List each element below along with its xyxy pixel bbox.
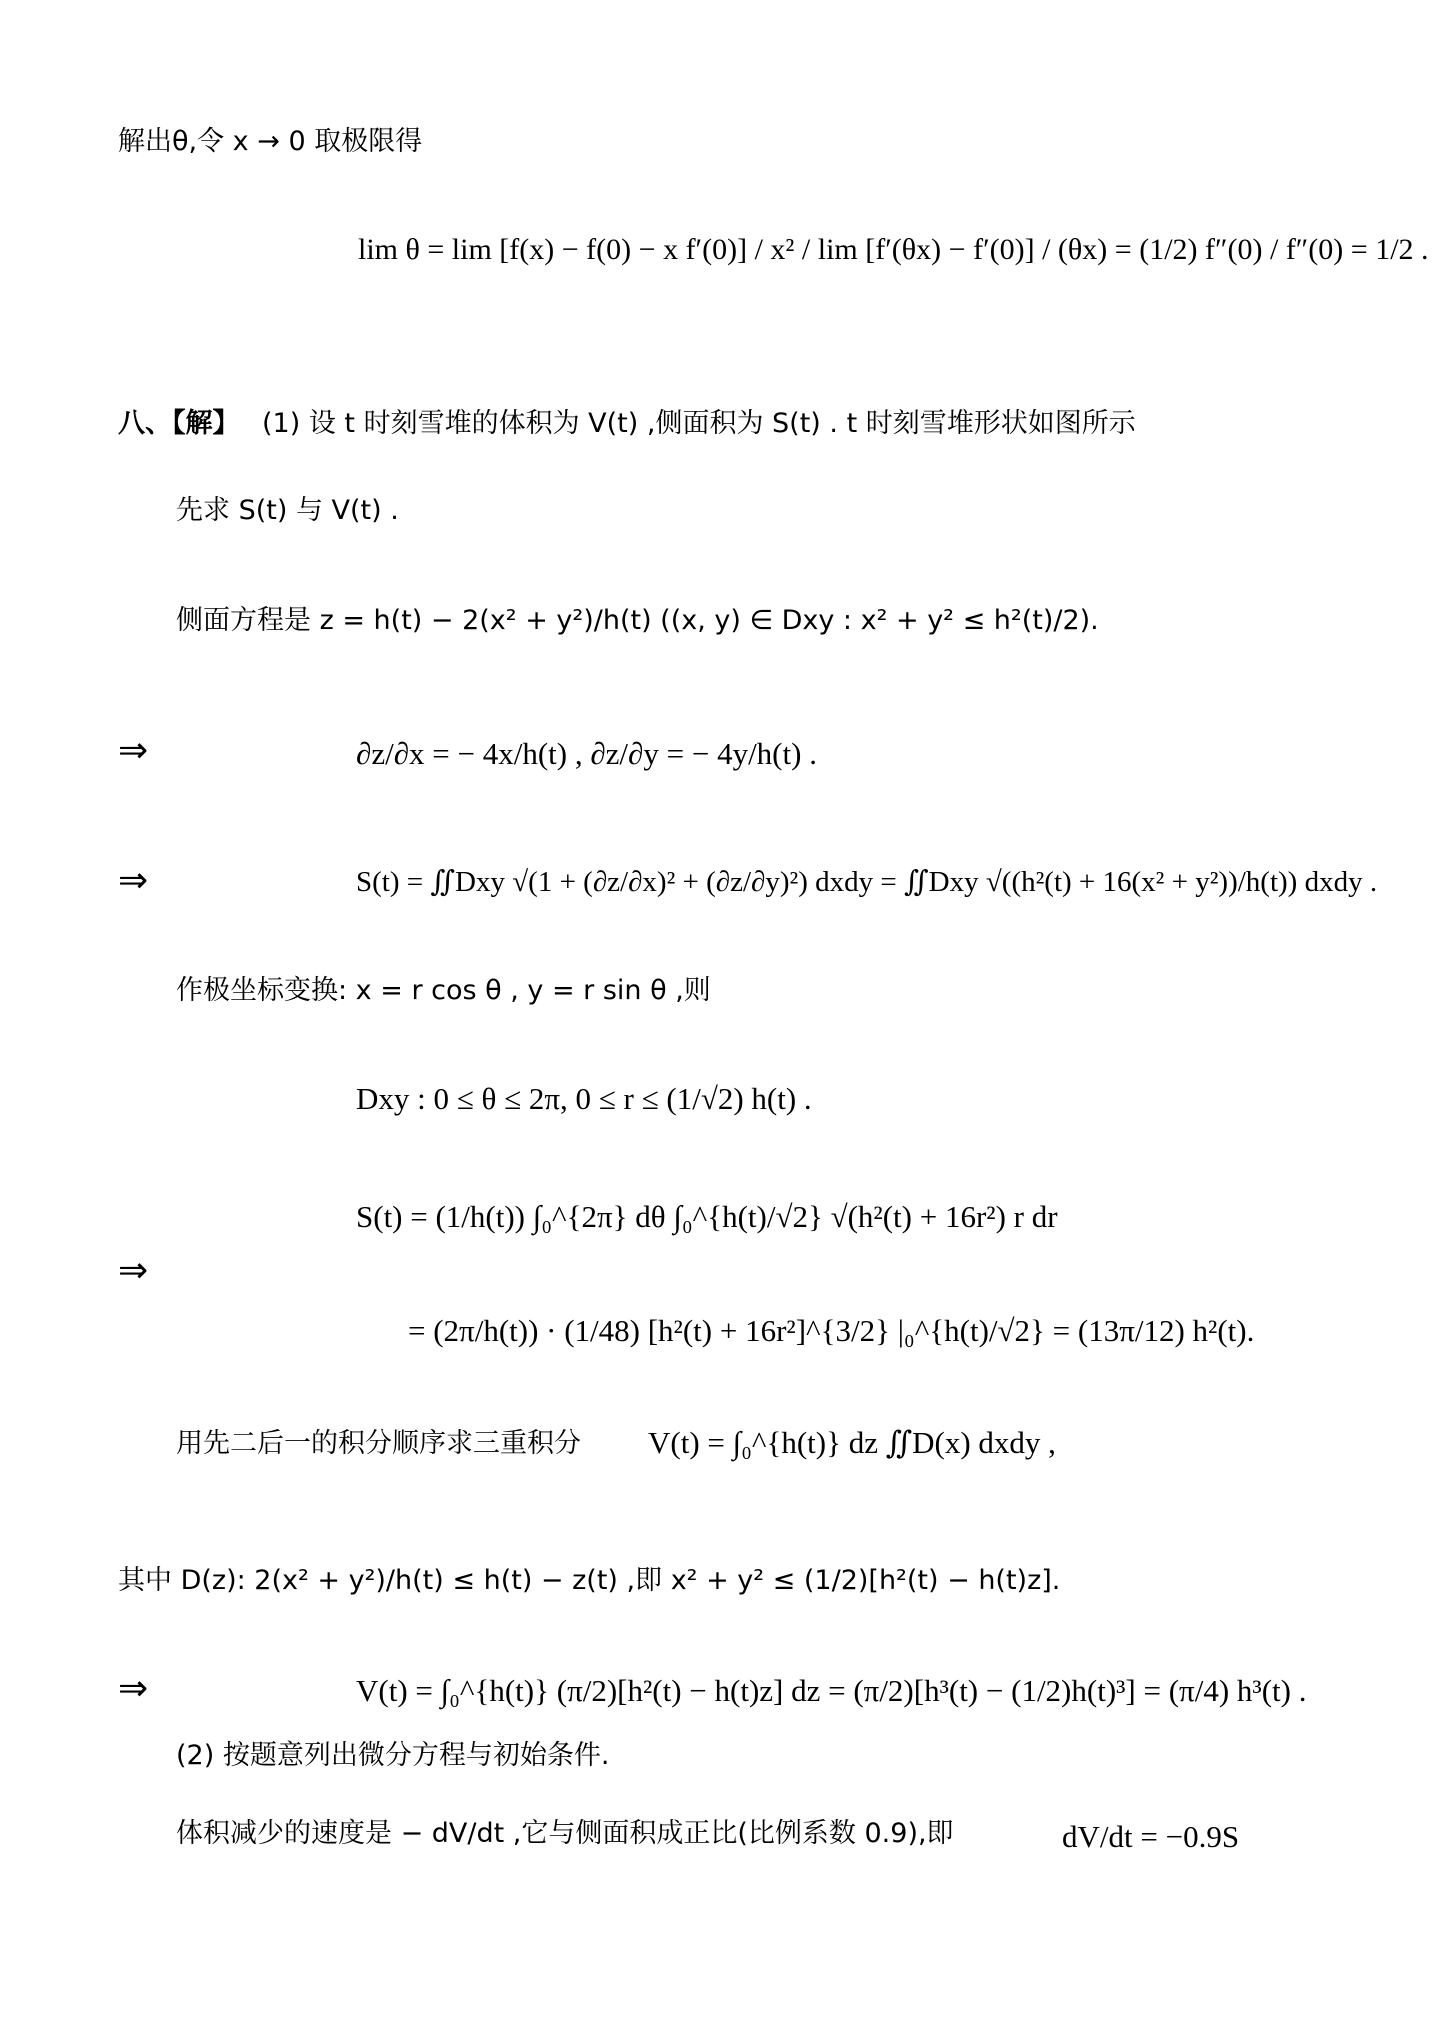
text-line-15: (2) 按题意列出微分方程与初始条件. xyxy=(176,1740,610,1771)
volume-integral: V(t) = ∫₀^{h(t)} dz ∬D(x) dxdy , xyxy=(648,1425,1056,1460)
differential-equation: dV/dt = −0.9S xyxy=(1062,1819,1240,1854)
text-line-1: 解出θ,令 x → 0 取极限得 xyxy=(118,126,423,157)
text-line-16: 体积减少的速度是 − dV/dt ,它与侧面积成正比(比例系数 0.9),即 xyxy=(176,1818,954,1849)
domain-polar: Dxy : 0 ≤ θ ≤ 2π, 0 ≤ r ≤ (1/√2) h(t) . xyxy=(356,1081,812,1116)
area-polar-integral: S(t) = (1/h(t)) ∫₀^{2π} dθ ∫₀^{h(t)/√2} √(h²(t) + 16r²) r dr xyxy=(356,1199,1058,1234)
text-line-12: 用先二后一的积分顺序求三重积分 xyxy=(176,1428,581,1459)
region-definition: 其中 D(z): 2(x² + y²)/h(t) ≤ h(t) − z(t) ,即 x² + y² ≤ (1/2)[h²(t) − h(t)z]. xyxy=(118,1565,1061,1596)
text-line-4: 先求 S(t) 与 V(t) . xyxy=(176,495,399,526)
implies-arrow: ⇒ xyxy=(118,730,149,771)
implies-arrow: ⇒ xyxy=(118,1668,149,1709)
implies-arrow: ⇒ xyxy=(118,860,149,901)
area-result: = (2π/h(t)) · (1/48) [h²(t) + 16r²]^{3/2} |₀^{h(t)/√2} = (13π/12) h²(t). xyxy=(408,1313,1255,1348)
text-line-3: (1) 设 t 时刻雪堆的体积为 V(t) ,侧面积为 S(t) . t 时刻雪堆形状如图所示 xyxy=(262,408,1136,439)
implies-arrow: ⇒ xyxy=(118,1250,149,1291)
limit-formula: lim θ = lim [f(x) − f(0) − x f′(0)] / x² / lim [f′(θx) − f′(0)] / (θx) = (1/2) f″(0) / f″(0) = 1/2 . xyxy=(358,233,1429,266)
volume-result: V(t) = ∫₀^{h(t)} (π/2)[h²(t) − h(t)z] dz = (π/2)[h³(t) − (1/2)h(t)³] = (π/4) h³(t) . xyxy=(356,1673,1307,1708)
surface-equation: 侧面方程是 z = h(t) − 2(x² + y²)/h(t) ((x, y) ∈ Dxy : x² + y² ≤ h²(t)/2). xyxy=(176,605,1099,636)
area-integral: S(t) = ∬Dxy √(1 + (∂z/∂x)² + (∂z/∂y)²) dxdy = ∬Dxy √((h²(t) + 16(x² + y²))/h(t)) dxdy . xyxy=(356,866,1378,898)
partial-derivatives: ∂z/∂x = − 4x/h(t) , ∂z/∂y = − 4y/h(t) . xyxy=(356,736,817,771)
text-line-8: 作极坐标变换: x = r cos θ , y = r sin θ ,则 xyxy=(176,975,711,1006)
section-heading: 八、【解】 xyxy=(118,408,240,439)
